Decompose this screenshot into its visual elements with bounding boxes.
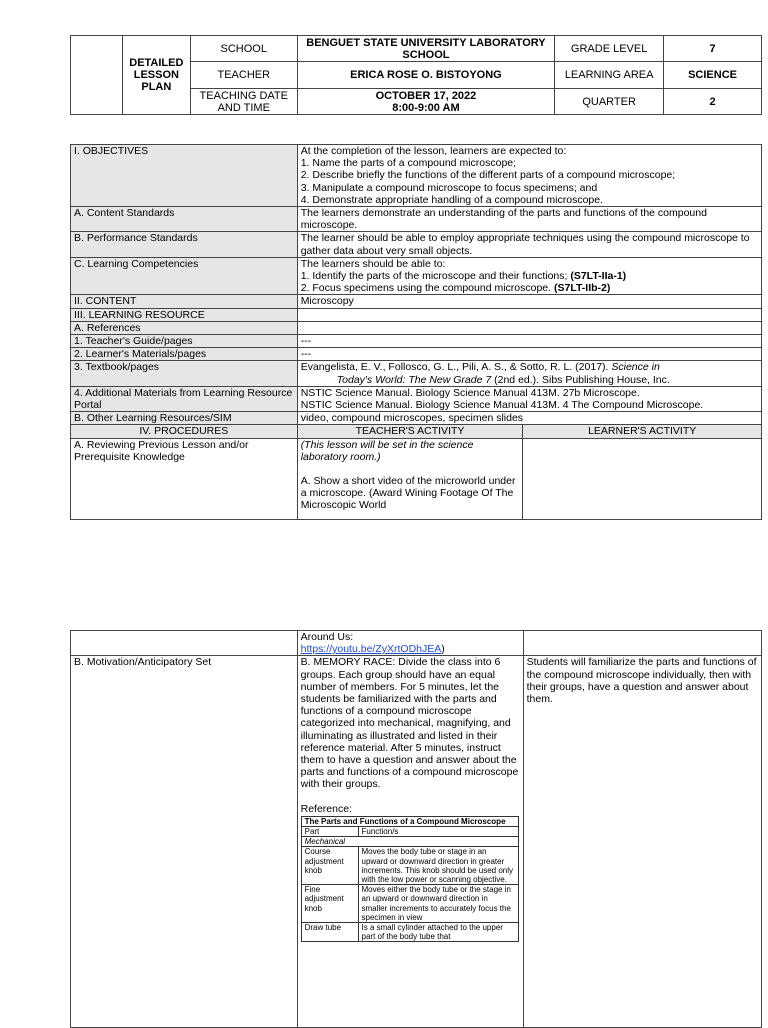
content-value: Microscopy (297, 295, 761, 308)
textbook-title: Today's World: The New Grade 7 (336, 373, 492, 386)
reviewing-activity: A. Show a short video of the microworld under a microscope. (Award Wining Footage Of The Microscopic World (300, 475, 516, 512)
competencies-label: C. Learning Competencies (71, 257, 298, 295)
grade-label: GRADE LEVEL (555, 36, 664, 62)
quarter-label: QUARTER (555, 89, 664, 115)
continued-teacher-cell (297, 631, 523, 656)
competency-text: 2. Focus specimens using the compound microscope. (300, 282, 554, 295)
header-blank-cell (71, 36, 123, 115)
reference-col-function: Function/s (358, 827, 518, 837)
reference-category: Mechanical (301, 837, 518, 847)
reference-col-part: Part (301, 827, 358, 837)
teacher-value: ERICA ROSE O. BISTOYONG (297, 62, 555, 89)
continued-text: Around Us: (300, 631, 354, 643)
textbook-edition: (2nd ed.). Sibs Publishing House, Inc. (491, 373, 670, 386)
competency-item (301, 282, 758, 294)
reference-function: Moves either the body tube or the stage in an upward or downward direction in smaller increments to accurately focus the specimen in view (358, 885, 518, 923)
learners-materials-label: 2. Learner's Materials/pages (71, 348, 298, 361)
reference-function: Is a small cylinder attached to the upper part of the body tube that (358, 923, 518, 942)
competency-text: 1. Identify the parts of the microscope and their functions; (300, 270, 571, 283)
competencies-cell (297, 257, 761, 295)
reference-table (301, 816, 519, 943)
lesson-table-continued (70, 630, 762, 1028)
continued-blank-cell (71, 631, 298, 656)
objectives-intro: At the completion of the lesson, learners are expected to: (300, 145, 567, 157)
resource-label: III. LEARNING RESOURCE (71, 308, 298, 321)
continued-learner-cell (523, 631, 761, 656)
additional-line: NSTIC Science Manual. Biology Science Manual 413M. 27b Microscope. (300, 386, 640, 399)
textbook-cell (297, 361, 761, 386)
objective-item: 1. Name the parts of a compound microscope; (300, 157, 517, 170)
other-resources-label: B. Other Learning Resources/SIM (71, 412, 298, 425)
area-value: SCIENCE (664, 62, 762, 89)
reviewing-note: (This lesson will be set in the science laboratory room.) (300, 438, 474, 463)
date-value: OCTOBER 17, 2022 (375, 89, 477, 102)
content-standards-label: A. Content Standards (71, 207, 298, 232)
lesson-table (70, 144, 762, 520)
learner-activity-header: LEARNER'S ACTIVITY (523, 425, 762, 438)
memory-race-text: B. MEMORY RACE: Divide the class into 6 groups. Each group should have an equal number of members. For 5 minutes, let the students be familiarized with the parts and functions of a compound microscope categorized into mechanical, magnifying, and illuminating as illustrated and listed in their reference material. After 5 minutes, instruct them to have a question and answer about the parts and functions of a compound microscope with their groups. (300, 656, 519, 791)
competencies-intro: The learners should be able to: (300, 257, 446, 270)
textbook-citation: Evangelista, E. V., Follosco, G. L., Pili, A. S., & Sotto, R. L. (2017). (300, 361, 612, 374)
reviewing-label: A. Reviewing Previous Lesson and/or Prerequisite Knowledge (71, 438, 298, 519)
procedures-label: IV. PROCEDURES (71, 425, 298, 438)
date-label: TEACHING DATE AND TIME (190, 89, 297, 115)
additional-label: 4. Additional Materials from Learning Resource Portal (71, 386, 298, 411)
objectives-label: I. OBJECTIVES (71, 145, 298, 207)
reference-part: Draw tube (301, 923, 358, 942)
objectives-cell (297, 145, 761, 207)
textbook-title: Science in (611, 361, 660, 374)
motivation-label: B. Motivation/Anticipatory Set (71, 656, 298, 1028)
school-label: SCHOOL (190, 36, 297, 62)
reference-table-title: The Parts and Functions of a Compound Microscope (301, 816, 518, 826)
objective-item: 4. Demonstrate appropriate handling of a compound microscope. (300, 193, 604, 206)
teacher-label: TEACHER (190, 62, 297, 89)
date-time-value (297, 89, 555, 115)
reviewing-teacher-cell (297, 438, 523, 519)
textbook-label: 3. Textbook/pages (71, 361, 298, 386)
objective-item: 3. Manipulate a compound microscope to focus specimens; and (300, 181, 598, 194)
reference-part: Course adjustment knob (301, 847, 358, 885)
reference-part: Fine adjustment knob (301, 885, 358, 923)
additional-cell (297, 386, 761, 411)
plan-title: DETAILED LESSON PLAN (122, 36, 190, 115)
other-resources-value: video, compound microscopes, specimen slides (297, 412, 761, 425)
motivation-learner-cell: Students will familiarize the parts and functions of the compound microscope individually, then with their groups, have a question and answer about them. (523, 656, 761, 1028)
motivation-teacher-cell (297, 656, 523, 1028)
reference-label: Reference: (300, 802, 352, 815)
time-value: 8:00-9:00 AM (392, 101, 460, 114)
teacher-activity-header: TEACHER'S ACTIVITY (297, 425, 523, 438)
references-value (297, 321, 761, 334)
objective-item: 2. Describe briefly the functions of the different parts of a compound microscope; (300, 169, 676, 182)
grade-value: 7 (664, 36, 762, 62)
reference-function: Moves the body tube or stage in an upward or downward direction in greater increments. This knob should be used only with the low power or scanning objective. (358, 847, 518, 885)
header-table (70, 35, 762, 115)
competency-item (301, 270, 758, 282)
content-standards-text: The learners demonstrate an understanding of the parts and functions of the compound microscope. (297, 207, 761, 232)
video-link[interactable]: https://youtu.be/ZyXrtODhJEA (300, 643, 442, 656)
teachers-guide-value: --- (297, 335, 761, 348)
school-value: BENGUET STATE UNIVERSITY LABORATORY SCHOOL (297, 36, 555, 62)
content-label: II. CONTENT (71, 295, 298, 308)
competency-code: (S7LT-IIa-1) (570, 270, 627, 283)
area-label: LEARNING AREA (555, 62, 664, 89)
performance-standards-text: The learner should be able to employ appropriate techniques using the compound microscope to gather data about very small objects. (297, 232, 761, 257)
learners-materials-value: --- (297, 348, 761, 361)
performance-standards-label: B. Performance Standards (71, 232, 298, 257)
quarter-value: 2 (664, 89, 762, 115)
teachers-guide-label: 1. Teacher's Guide/pages (71, 335, 298, 348)
competency-code: (S7LT-IIb-2) (553, 282, 611, 295)
reviewing-learner-cell (523, 438, 762, 519)
additional-line: NSTIC Science Manual. Biology Science Manual 413M. 4 The Compound Microscope. (300, 399, 704, 412)
link-tail: ) (441, 643, 445, 656)
references-label: A. References (71, 321, 298, 334)
resource-value (297, 308, 761, 321)
